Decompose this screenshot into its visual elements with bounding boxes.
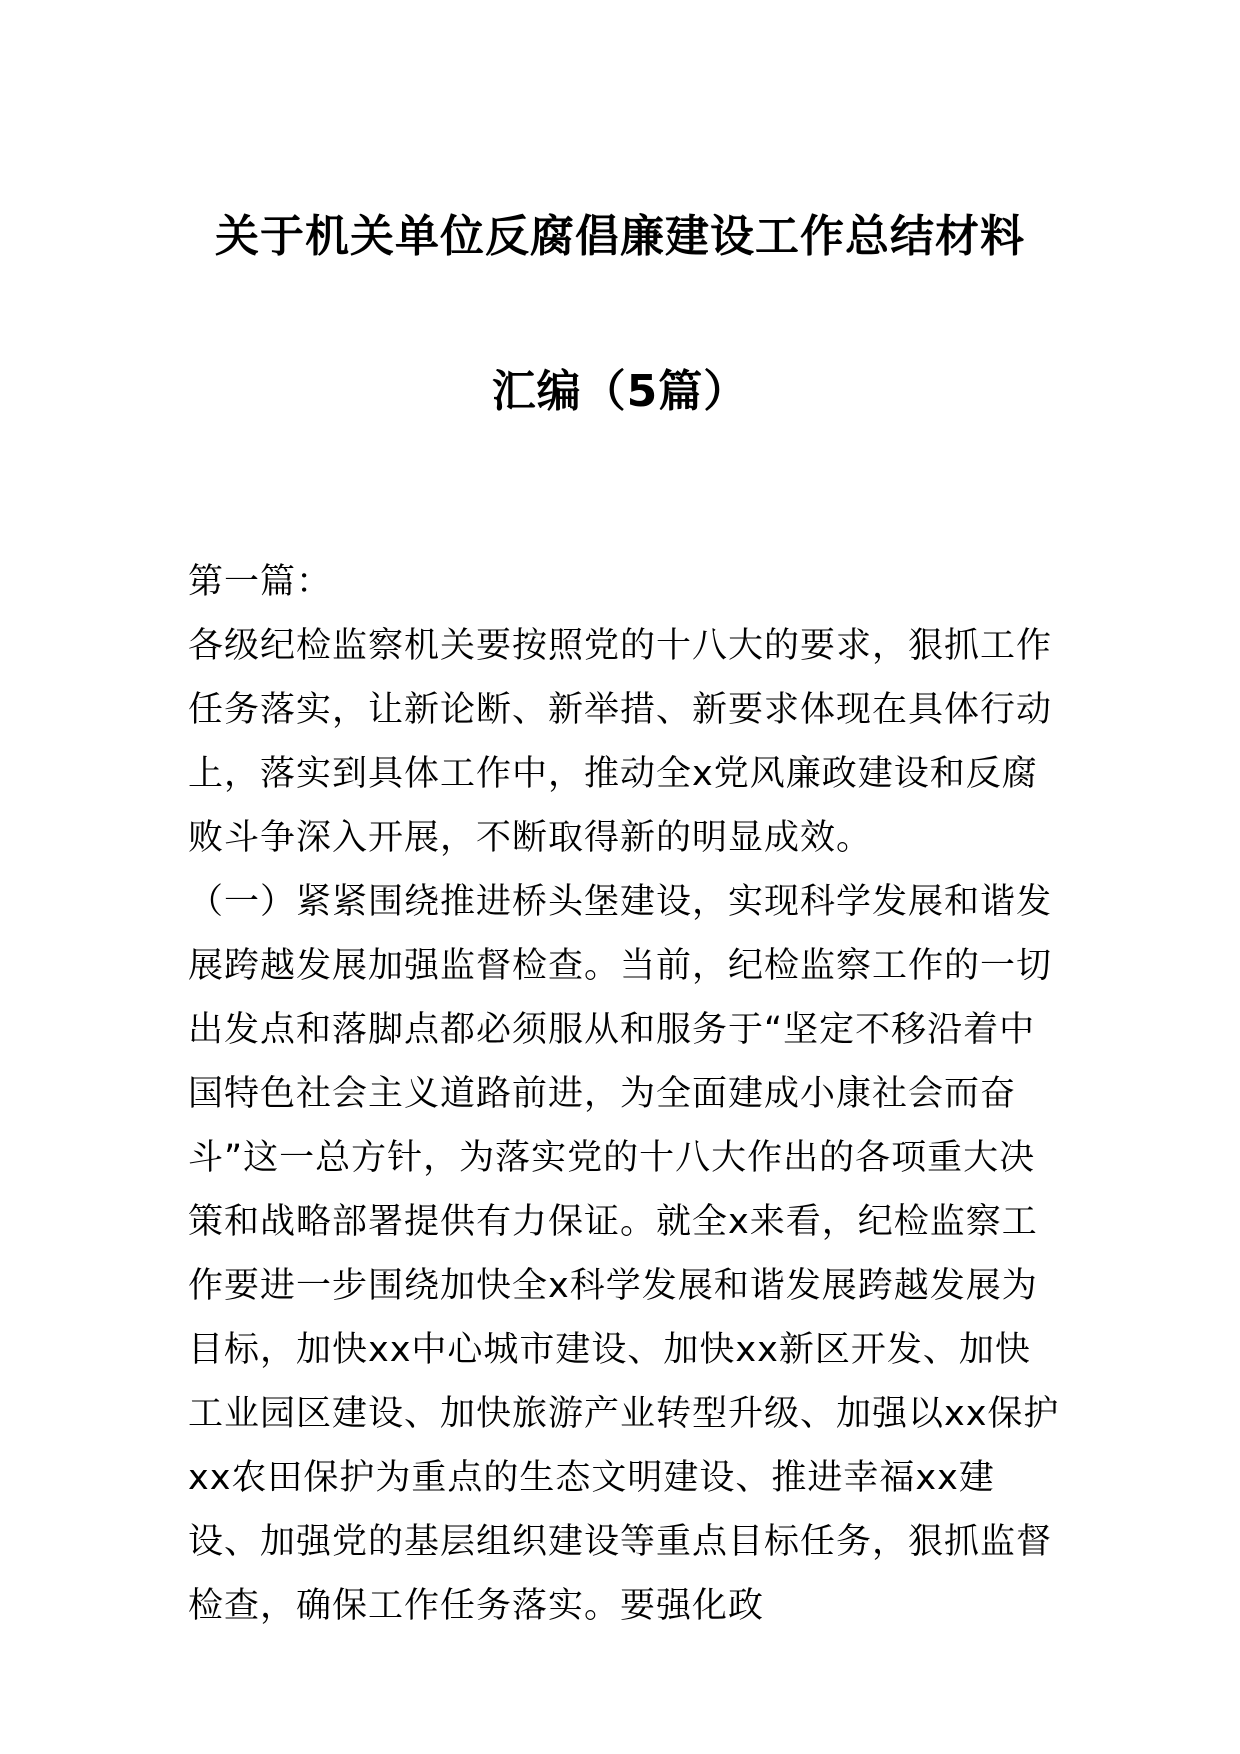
paragraph: 各级纪检监察机关要按照党的十八大的要求，狠抓工作任务落实，让新论断、新举措、新要求体现在具体行动上，落实到具体工作中，推动全x党风廉政建设和反腐败斗争深入开展，不断取得新的明显成效。 (188, 626, 1053, 858)
document-title-line-1: 关于机关单位反腐倡廉建设工作总结材料 (215, 211, 1025, 262)
document-title-line-2: 汇编（5篇） (491, 366, 749, 417)
document-body (188, 550, 1060, 1638)
section-heading: 第一篇： (188, 562, 333, 602)
paragraph: （一）紧紧围绕推进桥头堡建设，实现科学发展和谐发展跨越发展加强监督检查。当前，纪检监察工作的一切出发点和落脚点都必须服从和服务于“坚定不移沿着中国特色社会主义道路前进，为全面建成小康社会而奋斗”这一总方针，为落实党的十八大作出的各项重大决策和战略部署提供有力保证。就全x来看，纪检监察工作要进一步围绕加快全x科学发展和谐发展跨越发展为目标，加快xx中心城市建设、加快xx新区开发、加快工业园区建设、加快旅游产业转型升级、加强以xx保护xx农田保护为重点的生态文明建设、推进幸福xx建设、加强党的基层组织建设等重点目标任务，狠抓监督检查，确保工作任务落实。要强化政 (188, 882, 1060, 1626)
